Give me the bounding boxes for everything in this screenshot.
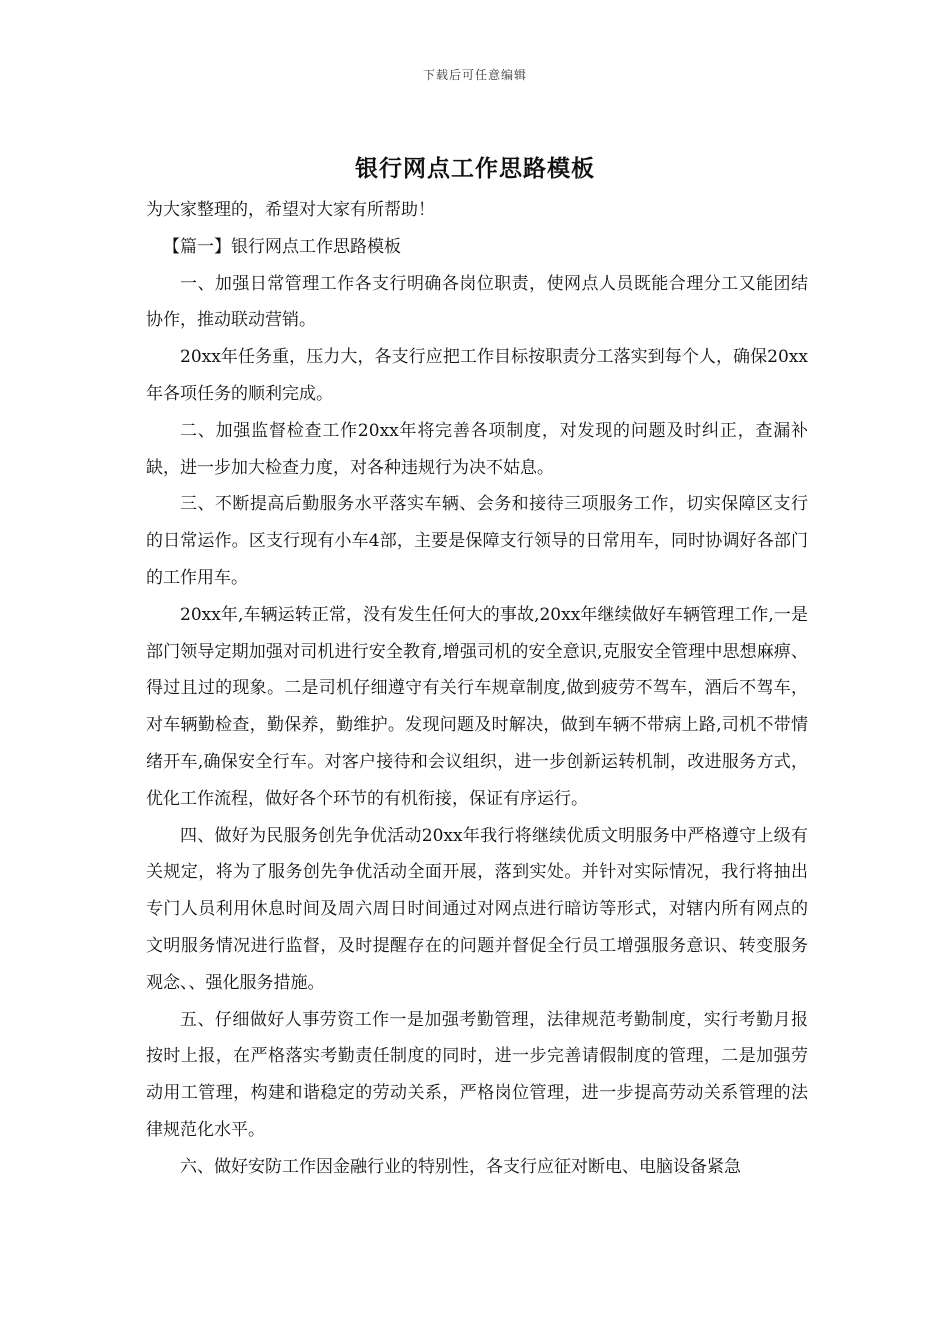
- paragraph-3: 二、加强监督检查工作20xx年将完善各项制度，对发现的问题及时纠正，查漏补缺，进一步加大检查力度，对各种违规行为决不姑息。: [146, 420, 808, 478]
- paragraph-2: 20xx年任务重，压力大，各支行应把工作目标按职责分工落实到每个人，确保20xx年各项任务的顺利完成。: [146, 347, 808, 404]
- paragraph-4: 三、不断提高后勤服务水平落实车辆、会务和接待三项服务工作，切实保障区支行的日常运作。区支行现有小车4部，主要是保障支行领导的日常用车，同时协调好各部门的工作用车。: [146, 494, 808, 588]
- paragraph-7: 五、仔细做好人事劳资工作一是加强考勤管理，法律规范考勤制度，实行考勤月报按时上报，在严格落实考勤责任制度的同时，进一步完善请假制度的管理，二是加强劳动用工管理，构建和谐稳定的劳动关系，严格岗位管理，进一步提高劳动关系管理的法律规范化水平。: [146, 1009, 808, 1140]
- document-body: [146, 192, 808, 1186]
- paragraph-6: 四、做好为民服务创先争优活动20xx年我行将继续优质文明服务中严格遵守上级有关规定，将为了服务创先争优活动全面开展，落到实处。并针对实际情况，我行将抽出专门人员利用休息时间及周六周日时间通过对网点进行暗访等形式，对辖内所有网点的文明服务情况进行监督，及时提醒存在的问题并督促全行员工增强服务意识、转变服务观念、、强化服务措施。: [146, 825, 808, 993]
- header-note: 下载后可任意编辑: [422, 68, 527, 82]
- document-title: 银行网点工作思路模板: [355, 155, 595, 182]
- paragraph-5: 20xx年,车辆运转正常，没有发生任何大的事故,20xx年继续做好车辆管理工作,一是部门领导定期加强对司机进行安全教育,增强司机的安全意识,克服安全管理中思想麻痹、得过且过的现象。二是司机仔细遵守有关行车规章制度,做到疲劳不驾车，酒后不驾车，对车辆勤检查，勤保养，勤维护。发现问题及时解决，做到车辆不带病上路,司机不带情绪开车,确保安全行车。对客户接待和会议组织，进一步创新运转机制，改进服务方式，优化工作流程，做好各个环节的有机衔接，保证有序运行。: [146, 604, 808, 809]
- section-heading: 【篇一】银行网点工作思路模板: [163, 236, 401, 257]
- paragraph-1: 一、加强日常管理工作各支行明确各岗位职责，使网点人员既能合理分工又能团结协作，推动联动营销。: [146, 273, 808, 331]
- paragraph-8: 六、做好安防工作因金融行业的特别性，各支行应征对断电、电脑设备紧急: [180, 1156, 741, 1177]
- intro-paragraph: 为大家整理的，希望对大家有所帮助！: [146, 200, 435, 220]
